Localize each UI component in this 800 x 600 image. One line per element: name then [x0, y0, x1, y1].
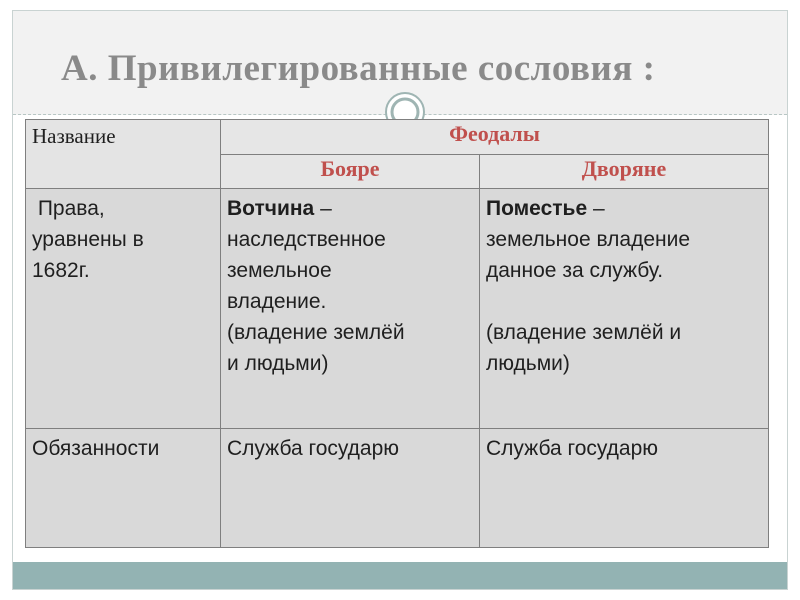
rights-boyars-line: (владение землёй: [227, 321, 405, 344]
slide-title: А. Привилегированные сословия :: [61, 48, 656, 89]
rights-nobles-line: данное за службу.: [486, 259, 664, 282]
header-col2-label: Дворяне: [581, 156, 667, 181]
slide: [12, 10, 788, 590]
header-col2-cell: [480, 155, 769, 189]
rights-boyars-line: владение.: [227, 290, 327, 313]
rights-nobles-line: [486, 193, 762, 224]
rights-nobles-cell: [480, 189, 769, 429]
header-group-cell: [221, 120, 769, 155]
duties-label: Обязанности: [32, 437, 160, 460]
pomestye-dash: –: [587, 197, 605, 220]
duties-boyars-text: Служба государю: [227, 437, 400, 460]
rights-boyars-line: [227, 193, 473, 224]
rights-boyars-line: земельное: [227, 259, 332, 282]
table-row-header: [26, 120, 769, 155]
duties-nobles-cell: [480, 429, 769, 548]
pomestye-term: Поместье: [486, 197, 588, 220]
rights-label-line: Права,: [32, 197, 105, 220]
rights-label-line: 1682г.: [32, 259, 90, 282]
rights-boyars-line: наследственное: [227, 228, 386, 251]
rights-nobles-line: [486, 286, 762, 317]
duties-nobles-text: Служба государю: [486, 437, 659, 460]
table-row-rights: [26, 189, 769, 429]
header-name-label: Название: [32, 124, 116, 148]
duties-boyars-cell: [221, 429, 480, 548]
rights-boyars-cell: [221, 189, 480, 429]
rights-boyars-line: и людьми): [227, 352, 329, 375]
rights-label-cell: [26, 189, 221, 429]
header-col1-label: Бояре: [320, 156, 380, 181]
rights-nobles-line: людьми): [486, 352, 570, 375]
table-row-duties: [26, 429, 769, 548]
header-col1-cell: [221, 155, 480, 189]
votchina-dash: –: [314, 197, 332, 220]
footer-bar: [13, 562, 787, 589]
duties-label-cell: [26, 429, 221, 548]
rights-nobles-line: (владение землёй и: [486, 321, 682, 344]
estates-table: [25, 119, 769, 548]
rights-label-line: уравнены в: [32, 228, 144, 251]
rights-nobles-line: земельное владение: [486, 228, 691, 251]
header-group-label: Феодалы: [449, 121, 540, 146]
votchina-term: Вотчина: [227, 197, 315, 220]
header-name-cell: [26, 120, 221, 189]
estates-table-wrapper: [25, 119, 769, 548]
